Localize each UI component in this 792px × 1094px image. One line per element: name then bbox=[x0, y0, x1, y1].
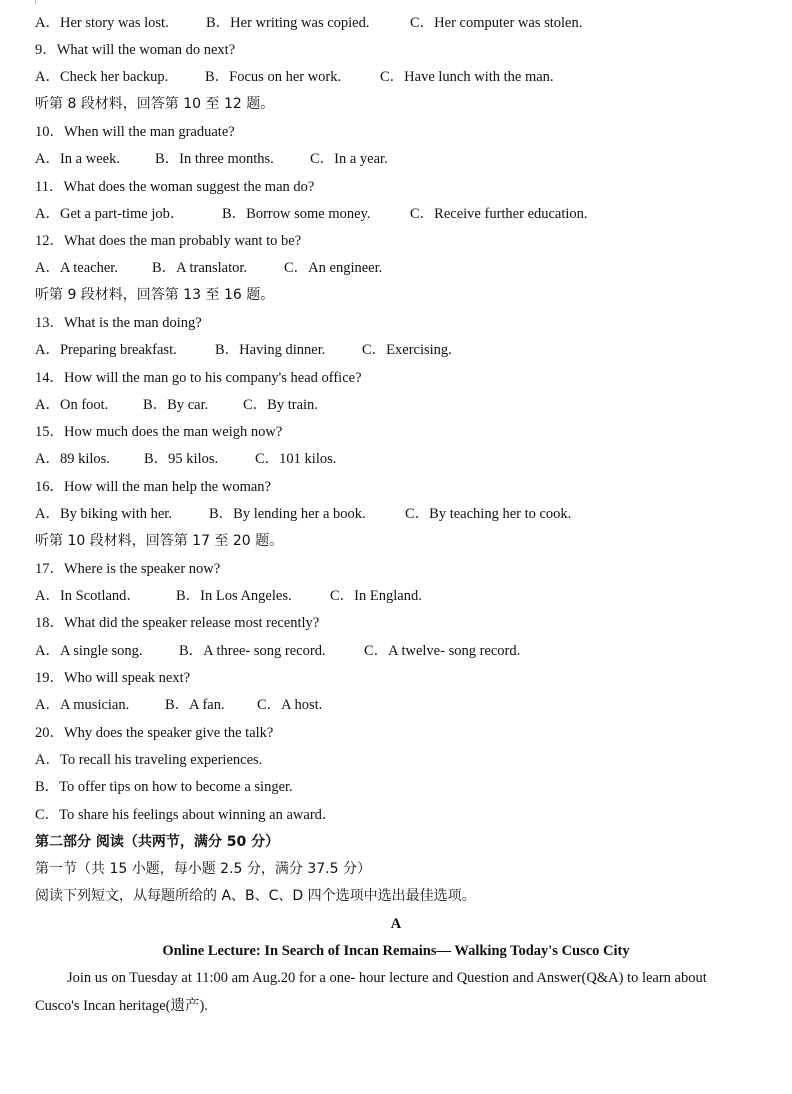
section8-heading: 听第 8 段材料，回答第 10 至 12 题。 bbox=[35, 96, 275, 112]
q11-options bbox=[35, 205, 588, 223]
q19-option-b: B．A fan. bbox=[165, 697, 225, 713]
q18-option-c: C．A twelve- song record. bbox=[364, 643, 521, 659]
q14-options bbox=[35, 396, 318, 414]
q15-option-a: A．89 kilos. bbox=[35, 451, 110, 467]
q13-option-b: B．Having dinner. bbox=[215, 342, 326, 358]
q17-options bbox=[35, 587, 422, 605]
q17-option-a: A．In Scotland． bbox=[35, 588, 141, 604]
q20-option-c: C．To share his feelings about winning an award． bbox=[35, 807, 337, 823]
passage-line-1: Join us on Tuesday at 11:00 am Aug.20 for a one- hour lecture and Question and Answer(Q&A) to learn about bbox=[67, 970, 707, 986]
q8-options bbox=[35, 14, 582, 32]
passage-title: Online Lecture: In Search of Incan Remains— Walking Today's Cusco City bbox=[162, 943, 630, 959]
q11-option-a: A．Get a part-time job． bbox=[35, 206, 185, 222]
section1-heading: 第一节（共 15 小题，每小题 2.5 分，满分 37.5 分） bbox=[35, 861, 371, 877]
q20-option-b: B．To offer tips on how to become a singer. bbox=[35, 779, 293, 795]
q16-question: 16．How will the man help the woman? bbox=[35, 479, 271, 495]
q15-options bbox=[35, 450, 336, 468]
q11-option-b: B．Borrow some money. bbox=[222, 206, 371, 222]
q14-option-a: A．On foot. bbox=[35, 397, 109, 413]
section10-heading: 听第 10 段材料，回答第 17 至 20 题。 bbox=[35, 533, 284, 549]
q13-options bbox=[35, 341, 452, 359]
margin-mark bbox=[35, 0, 36, 4]
q10-option-c: C．In a year. bbox=[310, 151, 388, 167]
q15-option-c: C．101 kilos. bbox=[255, 451, 337, 467]
q9-option-a: A．Check her backup. bbox=[35, 69, 169, 85]
q18-option-a: A．A single song. bbox=[35, 643, 143, 659]
q19-options bbox=[35, 696, 322, 714]
q17-question: 17．Where is the speaker now? bbox=[35, 561, 221, 577]
q11-option-c: C．Receive further education. bbox=[410, 206, 588, 222]
q8-option-c: C．Her computer was stolen. bbox=[410, 15, 583, 31]
q16-option-a: A．By biking with her. bbox=[35, 506, 172, 522]
q14-option-b: B．By car. bbox=[143, 397, 209, 413]
q18-options bbox=[35, 642, 520, 660]
q20-option-a: A．To recall his traveling experiences. bbox=[35, 752, 263, 768]
q16-option-c: C．By teaching her to cook. bbox=[405, 506, 572, 522]
passage-label: A bbox=[390, 916, 402, 932]
q19-option-c: C．A host. bbox=[257, 697, 323, 713]
q18-option-b: B．A three- song record. bbox=[179, 643, 326, 659]
q14-option-c: C．By train. bbox=[243, 397, 318, 413]
q13-question: 13．What is the man doing? bbox=[35, 315, 202, 331]
q15-option-b: B．95 kilos. bbox=[144, 451, 219, 467]
q16-options bbox=[35, 505, 571, 523]
q12-option-c: C．An engineer. bbox=[284, 260, 383, 276]
q10-question: 10．When will the man graduate? bbox=[35, 124, 235, 140]
q9-question: 9．What will the woman do next? bbox=[35, 42, 236, 58]
q14-question: 14．How will the man go to his company's head office? bbox=[35, 370, 362, 386]
q12-option-a: A．A teacher. bbox=[35, 260, 118, 276]
q8-option-b: B．Her writing was copied. bbox=[206, 15, 370, 31]
passage-line-2: Cusco's Incan heritage(遗产). bbox=[35, 998, 208, 1014]
q15-question: 15．How much does the man weigh now? bbox=[35, 424, 283, 440]
q12-options bbox=[35, 259, 382, 277]
q19-question: 19．Who will speak next? bbox=[35, 670, 191, 686]
q9-option-b: B．Focus on her work. bbox=[205, 69, 342, 85]
part2-heading: 第二部分 阅读（共两节，满分 50 分） bbox=[35, 834, 280, 850]
q13-option-a: A．Preparing breakfast. bbox=[35, 342, 177, 358]
q17-option-c: C．In England. bbox=[330, 588, 422, 604]
q12-question: 12．What does the man probably want to be? bbox=[35, 233, 302, 249]
instruction-text: 阅读下列短文，从每题所给的 A、B、C、D 四个选项中选出最佳选项。 bbox=[35, 888, 476, 904]
q9-options bbox=[35, 68, 554, 86]
q10-option-a: A．In a week. bbox=[35, 151, 120, 167]
q17-option-b: B．In Los Angeles. bbox=[176, 588, 292, 604]
section9-heading: 听第 9 段材料，回答第 13 至 16 题。 bbox=[35, 287, 275, 303]
q16-option-b: B．By lending her a book. bbox=[209, 506, 366, 522]
q10-option-b: B．In three months. bbox=[155, 151, 274, 167]
q19-option-a: A．A musician. bbox=[35, 697, 130, 713]
q8-option-a: A．Her story was lost. bbox=[35, 15, 169, 31]
q20-question: 20．Why does the speaker give the talk? bbox=[35, 725, 274, 741]
q11-question: 11．What does the woman suggest the man do? bbox=[35, 179, 315, 195]
q18-question: 18．What did the speaker release most recently? bbox=[35, 615, 320, 631]
q12-option-b: B．A translator. bbox=[152, 260, 248, 276]
q10-options bbox=[35, 150, 388, 168]
q13-option-c: C．Exercising. bbox=[362, 342, 452, 358]
q9-option-c: C．Have lunch with the man. bbox=[380, 69, 554, 85]
